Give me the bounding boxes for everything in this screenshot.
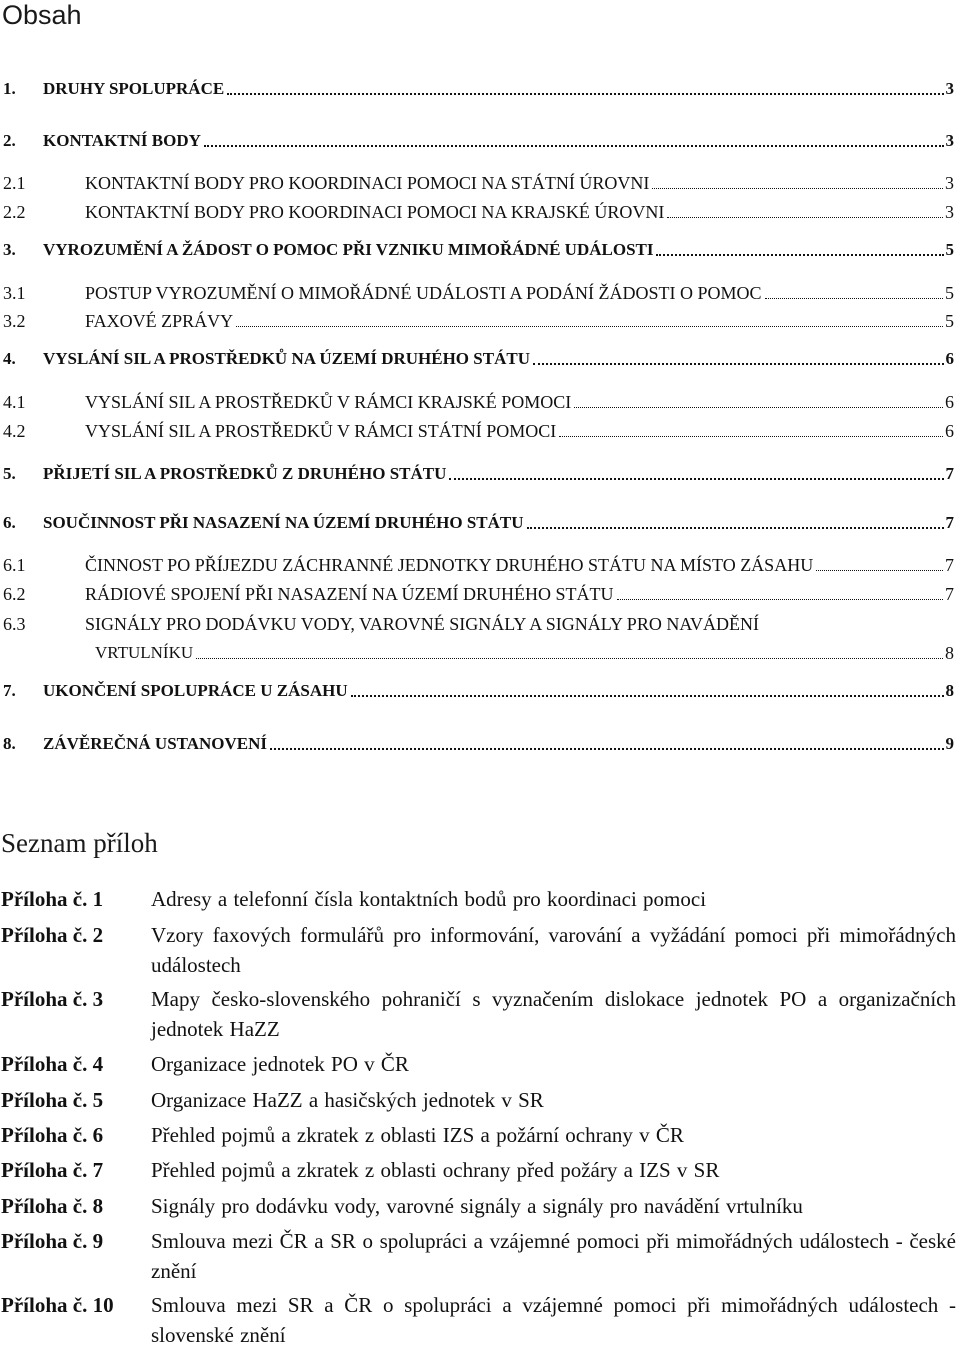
toc-entry-number: 6.1 (3, 555, 26, 575)
toc-entry-title: ČINNOST PO PŘÍJEZDU ZÁCHRANNÉ JEDNOTKY DRUHÉHO STÁTU NA MÍSTO ZÁSAHU (85, 555, 814, 575)
toc-entry-title: FAXOVÉ ZPRÁVY (85, 311, 234, 331)
toc-entry[interactable] (0, 641, 960, 665)
toc-entry-title: KONTAKTNÍ BODY (43, 129, 202, 153)
toc-dot-leader (204, 145, 944, 147)
attachment-description: Adresy a telefonní čísla kontaktních bodů pro koordinaci pomoci (151, 887, 707, 911)
toc-entry-title: VYSLÁNÍ SIL A PROSTŘEDKŮ V RÁMCI KRAJSKÉ POMOCI (85, 392, 572, 412)
toc-entry[interactable] (0, 281, 960, 305)
toc-entry-page: 6 (945, 421, 954, 441)
toc-entry-title: UKONČENÍ SPOLUPRÁCE U ZÁSAHU (43, 679, 349, 703)
toc-entry[interactable] (0, 553, 960, 577)
attachment-label: Příloha č. 3 (1, 987, 104, 1011)
attachment-description: Vzory faxových formulářů pro informování, varování a vyžádání pomoci při mimořádných událostech (151, 923, 956, 977)
toc-dot-leader (559, 436, 943, 437)
toc-entry-number: 8. (3, 734, 16, 753)
attachment-label: Příloha č. 1 (1, 887, 104, 911)
toc-entry-number: 6. (3, 513, 16, 532)
toc-entry-title: ZÁVĚREČNÁ USTANOVENÍ (43, 732, 268, 756)
attachment-label: Příloha č. 9 (1, 1229, 104, 1253)
toc-entry-number: 3. (3, 240, 16, 259)
toc-entry[interactable] (0, 238, 960, 262)
toc-entry-page: 8 (945, 643, 954, 663)
toc-entry-title: KONTAKTNÍ BODY PRO KOORDINACI POMOCI NA KRAJSKÉ ÚROVNI (85, 202, 665, 222)
attachment-label: Příloha č. 10 (1, 1293, 114, 1317)
attachment-label: Příloha č. 6 (1, 1123, 104, 1147)
attachments-heading: Seznam příloh (1, 828, 158, 858)
toc-entry-number: 4. (3, 349, 16, 368)
attachment-description: Smlouva mezi ČR a SR o spolupráci a vzájemné pomoci při mimořádných událostech - české znění (151, 1229, 956, 1283)
toc-dot-leader (652, 188, 943, 189)
toc-dot-leader (527, 527, 944, 529)
toc-entry-title: VYSLÁNÍ SIL A PROSTŘEDKŮ NA ÚZEMÍ DRUHÉHO STÁTU (43, 347, 531, 371)
toc-dot-leader (227, 93, 944, 95)
toc-entry-page: 5 (946, 238, 955, 262)
toc-entry-number: 2. (3, 131, 16, 150)
attachment-label: Příloha č. 2 (1, 923, 104, 947)
toc-dot-leader (667, 217, 943, 218)
toc-dot-leader (351, 695, 944, 697)
toc-entry-page: 5 (945, 283, 954, 303)
attachment-description: Přehled pojmů a zkratek z oblasti ochrany před požáry a IZS v SR (151, 1158, 720, 1182)
toc-entry-title: VYSLÁNÍ SIL A PROSTŘEDKŮ V RÁMCI STÁTNÍ POMOCI (85, 421, 557, 441)
toc-entry[interactable] (0, 200, 960, 224)
attachment-description: Mapy česko-slovenského pohraničí s vyznačením dislokace jednotek PO a organizačních jednotek HaZZ (151, 987, 956, 1041)
toc-entry-number: 4.2 (3, 421, 26, 441)
toc-entry[interactable] (0, 612, 960, 636)
toc-entry-title: VRTULNÍKU (95, 641, 194, 665)
toc-dot-leader (449, 478, 944, 480)
toc-entry[interactable] (0, 582, 960, 606)
toc-entry-title: KONTAKTNÍ BODY PRO KOORDINACI POMOCI NA STÁTNÍ ÚROVNI (85, 173, 650, 193)
toc-entry-number: 7. (3, 681, 16, 700)
toc-entry-number: 1. (3, 79, 16, 98)
toc-dot-leader (533, 363, 944, 365)
toc-heading: Obsah (2, 0, 82, 30)
attachment-label: Příloha č. 4 (1, 1052, 104, 1076)
toc-dot-leader (656, 254, 944, 256)
toc-entry-page: 8 (946, 679, 955, 703)
toc-entry[interactable] (0, 511, 960, 535)
toc-entry[interactable] (0, 129, 960, 153)
toc-entry-number: 4.1 (3, 392, 26, 412)
toc-entry-number: 2.2 (3, 202, 26, 222)
toc-entry-number: 3.1 (3, 283, 26, 303)
toc-entry-page: 3 (946, 129, 955, 153)
attachment-description: Přehled pojmů a zkratek z oblasti IZS a požární ochrany v ČR (151, 1123, 684, 1147)
toc-dot-leader (574, 407, 943, 408)
toc-entry-page: 9 (946, 732, 955, 756)
toc-entry-number: 2.1 (3, 173, 26, 193)
toc-entry-page: 3 (945, 202, 954, 222)
toc-entry-page: 7 (946, 462, 955, 486)
toc-entry-title: PŘIJETÍ SIL A PROSTŘEDKŮ Z DRUHÉHO STÁTU (43, 462, 447, 486)
toc-entry[interactable] (0, 732, 960, 756)
attachment-label: Příloha č. 8 (1, 1194, 104, 1218)
toc-entry-page: 3 (945, 173, 954, 193)
toc-dot-leader (196, 658, 943, 659)
attachment-label: Příloha č. 7 (1, 1158, 104, 1182)
toc-entry[interactable] (0, 462, 960, 486)
toc-entry-title: SIGNÁLY PRO DODÁVKU VODY, VAROVNÉ SIGNÁLY A SIGNÁLY PRO NAVÁDĚNÍ (85, 614, 759, 634)
toc-dot-leader (765, 298, 943, 299)
toc-entry-number: 6.3 (3, 614, 26, 634)
toc-dot-leader (236, 326, 943, 327)
toc-dot-leader (617, 599, 943, 600)
toc-entry-number: 3.2 (3, 311, 26, 331)
toc-entry-number: 5. (3, 464, 16, 483)
toc-entry-page: 5 (945, 311, 954, 331)
toc-entry-title: RÁDIOVÉ SPOJENÍ PŘI NASAZENÍ NA ÚZEMÍ DRUHÉHO STÁTU (85, 584, 614, 604)
toc-entry-page: 7 (945, 555, 954, 575)
toc-entry[interactable] (0, 171, 960, 195)
attachment-description: Organizace HaZZ a hasičských jednotek v SR (151, 1088, 544, 1112)
toc-entry-title: DRUHY SPOLUPRÁCE (43, 77, 225, 101)
toc-entry[interactable] (0, 77, 960, 101)
toc-entry[interactable] (0, 309, 960, 333)
toc-entry-title: POSTUP VYROZUMĚNÍ O MIMOŘÁDNÉ UDÁLOSTI A PODÁNÍ ŽÁDOSTI O POMOC (85, 283, 762, 303)
toc-dot-leader (270, 748, 944, 750)
toc-dot-leader (816, 570, 943, 571)
toc-entry-title: VYROZUMĚNÍ A ŽÁDOST O POMOC PŘI VZNIKU MIMOŘÁDNÉ UDÁLOSTI (43, 238, 654, 262)
toc-entry[interactable] (0, 679, 960, 703)
toc-entry-title: SOUČINNOST PŘI NASAZENÍ NA ÚZEMÍ DRUHÉHO STÁTU (43, 511, 525, 535)
toc-entry-page: 3 (946, 77, 955, 101)
toc-entry-page: 7 (945, 584, 954, 604)
toc-entry-page: 7 (946, 511, 955, 535)
toc-entry[interactable] (0, 419, 960, 443)
toc-entry-page: 6 (945, 392, 954, 412)
attachment-description: Signály pro dodávku vody, varovné signály a signály pro navádění vrtulníku (151, 1194, 803, 1218)
toc-entry-number: 6.2 (3, 584, 26, 604)
attachment-description: Smlouva mezi SR a ČR o spolupráci a vzájemné pomoci při mimořádných událostech - slovenské znění (151, 1293, 956, 1347)
attachment-label: Příloha č. 5 (1, 1088, 104, 1112)
toc-entry-page: 6 (946, 347, 955, 371)
toc-entry[interactable] (0, 390, 960, 414)
toc-entry[interactable] (0, 347, 960, 371)
attachment-description: Organizace jednotek PO v ČR (151, 1052, 409, 1076)
